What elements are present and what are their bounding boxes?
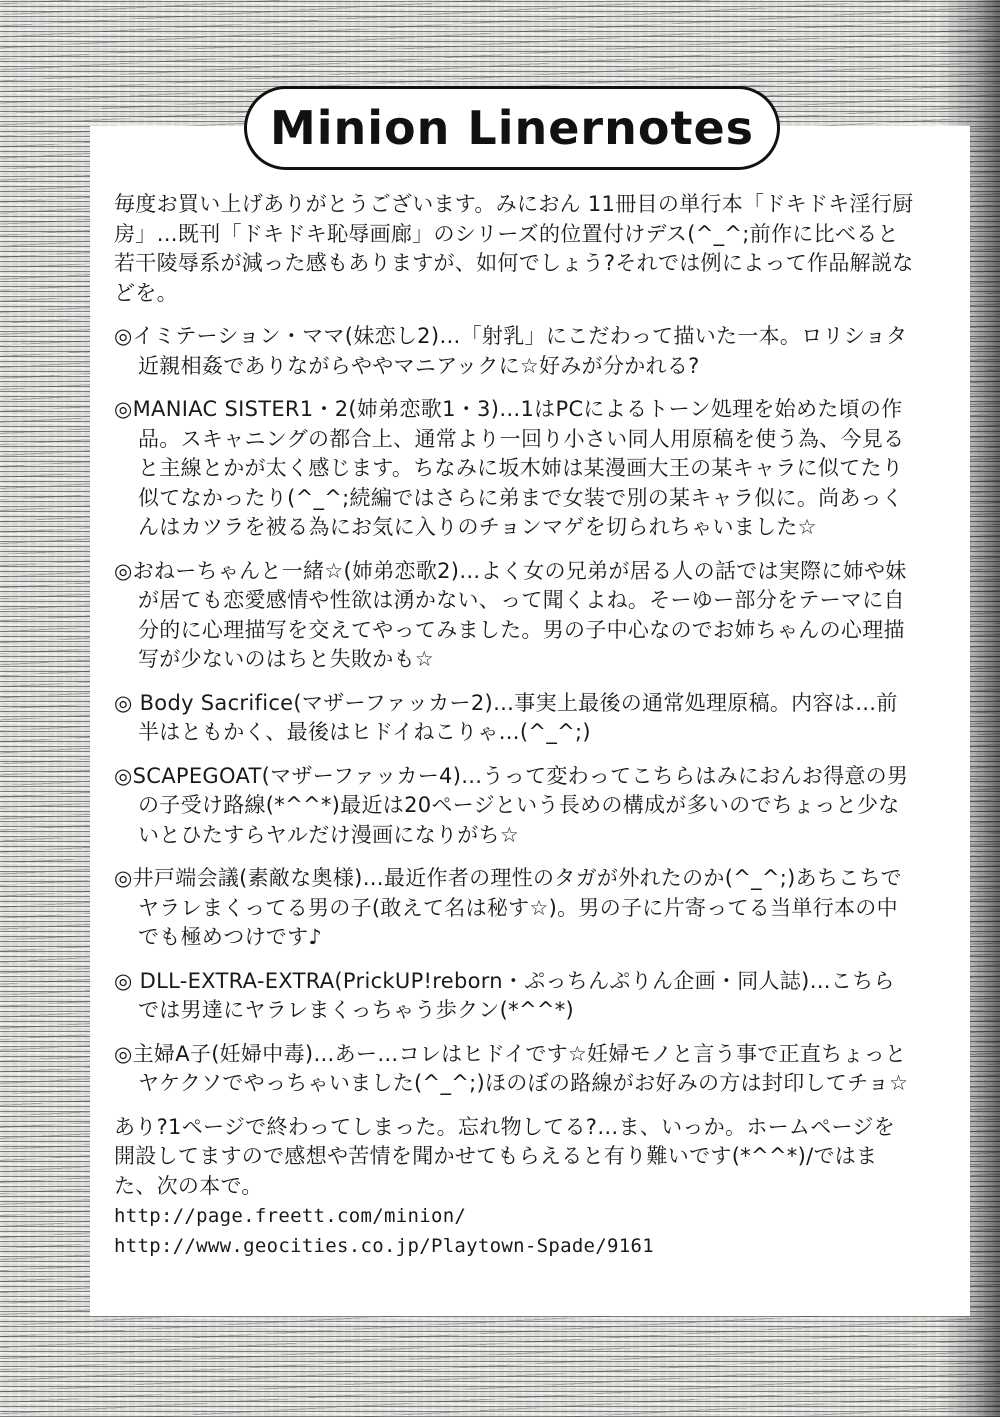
entry-idobata-kaigi: ◎井戸端会議(素敵な奥様)…最近作者の理性のタガが外れたのか(^_^;)あちこちでヤラレまくってる男の子(敢えて名は秘す☆)。男の子に片寄ってる当単行本の中でも極めつけです♪ xyxy=(114,866,902,949)
title-banner xyxy=(244,86,780,170)
entry-onee-chan: ◎おねーちゃんと一緒☆(姉弟恋歌2)…よく女の兄弟が居る人の話では実際に姉や妹が居ても恋愛感情や性欲は湧かない、って聞くよね。そーゆー部分をテーマに自分的に心理描写を交えてやってみました。男の子中心なのでお姉ちゃんの心理描写が少ないのはちと失敗かも☆ xyxy=(114,558,907,671)
homepage-url-2[interactable]: http://www.geocities.co.jp/Playtown-Spade/9161 xyxy=(114,1235,654,1257)
entry-dll-extra: ◎ DLL-EXTRA-EXTRA(PrickUP!reborn・ぷっちんぷりん企画・同人誌)…こちらでは男達にヤラレまくっちゃう歩クン(*^^*) xyxy=(114,968,895,1022)
homepage-url-1[interactable]: http://page.freett.com/minion/ xyxy=(114,1205,467,1227)
outro-paragraph: あり?1ページで終わってしまった。忘れ物してる?…ま、いっか。ホームページを開設してますので感想や苦情を聞かせてもらえると有り難いです(*^^*)/ではまた、次の本で。 xyxy=(114,1114,895,1198)
entry-body-sacrifice: ◎ Body Sacrifice(マザーファッカー2)…事実上最後の通常処理原稿。内容は…前半はともかく、最後はヒドイねこりゃ…(^_^;) xyxy=(114,690,898,744)
entry-imitation-mama: ◎イミテーション・ママ(妹恋し2)…「射乳」にこだわって描いた一本。ロリショタ近親相姦でありながらややマニアックに☆好みが分かれる? xyxy=(114,324,908,378)
page-title: Minion Linernotes xyxy=(269,101,755,155)
entry-shufu-a-ko: ◎主婦A子(妊婦中毒)…あー…コレはヒドイです☆妊婦モノと言う事で正直ちょっとヤケクソでやっちゃいました(^_^;)ほのぼの路線がお好みの方は封印してチョ☆ xyxy=(114,1041,909,1095)
entry-scapegoat: ◎SCAPEGOAT(マザーファッカー4)…うって変わってこちらはみにおんお得意の男の子受け路線(*^^*)最近は20ページという長めの構成が多いのでちょっと少ないとひたすらヤルだけ漫画になりがち☆ xyxy=(114,763,909,847)
entry-maniac-sister: ◎MANIAC SISTER1・2(姉弟恋歌1・3)…1はPCによるトーン処理を始めた頃の作品。スキャニングの都合上、通常より一回り小さい同人用原稿を使う為、今見ると主線とかが太く感じます。ちなみに坂木姉は某漫画大王の某キャラに似てたり似てなかったり(^_^;続編ではさらに弟まで女装で別の某キャラ似に。尚あっくんはカツラを被る為にお気に入りのチョンマゲを切られちゃいました☆ xyxy=(114,397,905,539)
intro-paragraph: 毎度お買い上げありがとうございます。みにおん 11冊目の単行本「ドキドキ淫行厨房」…既刊「ドキドキ恥辱画廊」のシリーズ的位置付けデス(^_^;前作に比べると若干陵辱系が減った感もありますが、如何でしょう?それでは例によって作品解説などを。 xyxy=(114,192,914,305)
liner-notes-body xyxy=(114,190,914,1261)
